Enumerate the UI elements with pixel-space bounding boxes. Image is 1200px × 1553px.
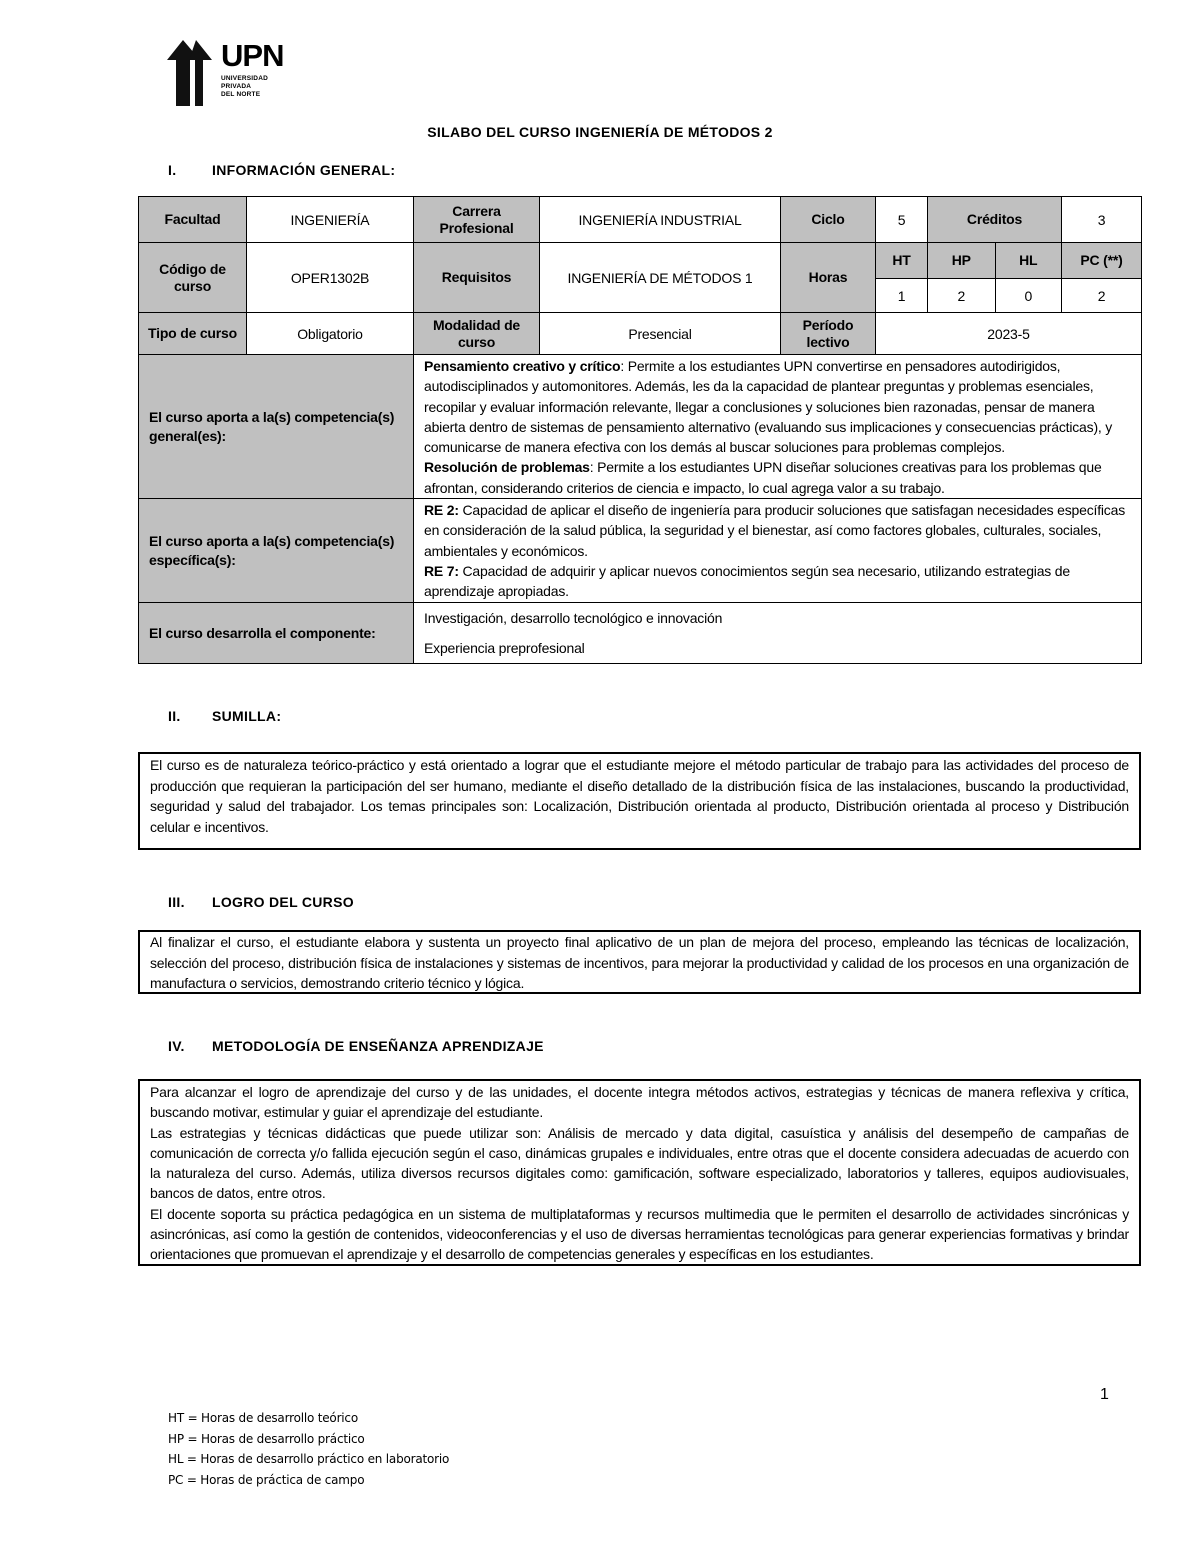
comp-text: : Permite a los estudiantes UPN convertirse en pensadores autodirigidos, autodisciplinados y automonitores. Además, les da la capacidad de plantear preguntas y problemas esenciales, recopilar y evaluar información relevante, llegar a conclusiones y soluciones bien razonadas, pensar de manera abierta dentro de sistemas de pensamiento alternativo (evaluando sus implicaciones y consecuencias prácticas), y comunicarse de manera efectiva con los demás al buscar soluciones para problemas complejos.	[424, 358, 1113, 456]
footnotes	[168, 1408, 449, 1490]
carrera-value: INGENIERÍA INDUSTRIAL	[540, 197, 781, 243]
hours-value-hp-hl	[928, 279, 1062, 313]
modalidad-label: Modalidad de curso	[414, 313, 540, 355]
comp-title: RE 7:	[424, 562, 459, 579]
comp-especifica-label: El curso aporta a la(s) competencia(s) específica(s):	[139, 499, 414, 603]
section-heading-metodologia	[168, 1038, 544, 1054]
hours-value-ht: 1	[876, 279, 928, 313]
comp-text: : Permite a los estudiantes UPN diseñar soluciones creativas para los problemas que afrontan, considerando criterios de ciencia e impacto, lo cual agrega valor a su trabajo.	[424, 459, 1102, 496]
logro-box	[138, 930, 1141, 994]
creditos-label: Créditos	[928, 197, 1062, 243]
requisitos-label: Requisitos	[414, 243, 540, 313]
modalidad-value: Presencial	[540, 313, 781, 355]
hours-value-hp: 2	[928, 279, 996, 312]
section-title: SUMILLA:	[212, 708, 282, 724]
section-number: II.	[168, 708, 181, 724]
section-title: INFORMACIÓN GENERAL:	[212, 162, 396, 178]
sumilla-text: El curso es de naturaleza teórico-práctico y está orientado a lograr que el estudiante mejore el método particular de trabajo para las actividades del proceso de producción que requieran la participación del ser humano, mediante el diseño detallado de la distribución física de las instalaciones, buscando la productividad, seguridad y salud del trabajador. Los temas principales son: Localización, Distribución orientada al producto, Distribución orientada al proceso y Distribución celular e incentivos.	[150, 757, 1129, 835]
table-row	[139, 243, 1142, 279]
section-number: IV.	[168, 1038, 185, 1054]
table-row	[139, 499, 1142, 603]
comp-general-label: El curso aporta a la(s) competencia(s) general(es):	[139, 355, 414, 499]
componente-label: El curso desarrolla el componente:	[139, 603, 414, 664]
metodologia-box	[138, 1079, 1141, 1266]
footnote: HP = Horas de desarrollo práctico	[168, 1431, 365, 1446]
logo-text	[221, 40, 283, 99]
requisitos-value: INGENIERÍA DE MÉTODOS 1	[540, 243, 781, 313]
footnote: HT = Horas de desarrollo teórico	[168, 1411, 358, 1425]
table-row	[139, 355, 1142, 499]
footnote: PC = Horas de práctica de campo	[168, 1472, 365, 1487]
comp-text: Capacidad de aplicar el diseño de ingeniería para producir soluciones que satisfagan necesidades específicas en consideración de la salud pública, la seguridad y el bienestar, así como factores globales, culturales, sociales, ambientales y económicos.	[424, 502, 1125, 559]
logo-subtitle-line: UNIVERSIDAD	[221, 75, 268, 82]
hours-header-hl: HL	[1019, 252, 1038, 268]
comp-especifica-item	[424, 500, 1131, 561]
logo-name: UPN	[221, 38, 284, 73]
metodologia-paragraph: Las estrategias y técnicas didácticas que puede utilizar son: Análisis de mercado y data digital, casuística y análisis del desempeño de campañas de comunicación de correcta y/o fallida ejecución según el caso, dinámicas grupales e individuales, entre otras que el docente considera adecuadas de acuerdo con la naturaleza del curso. Además, utiliza diversos recursos digitales como: gamificación, software especializado, laboratorios y talleres, equipos audiovisuales, bancos de datos, entre otros.	[150, 1124, 1129, 1202]
general-info-table	[138, 196, 1142, 664]
facultad-label: Facultad	[139, 197, 247, 243]
hours-header-hp	[928, 243, 1062, 279]
comp-general-item	[424, 356, 1131, 457]
section-title: LOGRO DEL CURSO	[212, 894, 354, 910]
tipo-label: Tipo de curso	[139, 313, 247, 355]
metodologia-paragraph: El docente soporta su práctica pedagógica en un sistema de multiplataformas y recursos multimedia que le permiten el desarrollo de actividades sincrónicas y asincrónicas, así como la gestión de contenidos, videoconferencias y el uso de diversas herramientas tecnológicas para generar experiencias formativas y brindar orientaciones que promuevan el aprendizaje y el desarrollo de competencias generales y específicas en los estudiantes.	[150, 1205, 1129, 1263]
comp-title: Pensamiento creativo y crítico	[424, 358, 621, 374]
logo-subtitle-line: DEL NORTE	[221, 91, 261, 98]
table-row	[139, 313, 1142, 355]
comp-general-text	[414, 355, 1142, 499]
section-heading-logro	[168, 894, 354, 910]
logro-text: Al finalizar el curso, el estudiante elabora y sustenta un proyecto final aplicativo de un plan de mejora del proceso, empleando las técnicas de localización, selección del proceso, distribución física de instalaciones y sistemas de incentivos, para mejorar la productividad y calidad de los procesos en una organización de manufactura o servicios, demostrando criterio técnico y lógica.	[150, 934, 1129, 991]
logo-subtitle-line: PRIVADA	[221, 83, 252, 90]
hours-header-hp: HP	[928, 243, 996, 278]
creditos-value: 3	[1062, 197, 1142, 243]
comp-especifica-item	[424, 561, 1131, 602]
componente-item: Investigación, desarrollo tecnológico e innovación	[424, 610, 723, 627]
comp-title: RE 2:	[424, 502, 459, 519]
hours-header-ht: HT	[876, 243, 928, 279]
codigo-value: OPER1302B	[247, 243, 414, 313]
componente-item: Experiencia preprofesional	[424, 640, 585, 657]
upn-logo	[165, 40, 285, 110]
comp-especifica-text	[414, 499, 1142, 603]
ciclo-value: 5	[876, 197, 928, 243]
section-number: I.	[168, 162, 177, 178]
componente-text	[414, 603, 1142, 664]
section-number: III.	[168, 894, 185, 910]
comp-text: Capacidad de adquirir y aplicar nuevos conocimientos según sea necesario, utilizando estrategias de aprendizaje apropiadas.	[424, 562, 1070, 600]
horas-label: Horas	[781, 243, 876, 313]
comp-title: Resolución de problemas	[424, 459, 590, 476]
periodo-label: Período lectivo	[781, 313, 876, 355]
hours-value-pc: 2	[1062, 279, 1142, 313]
comp-general-item	[424, 457, 1131, 498]
sumilla-box	[138, 752, 1141, 850]
page-number: 1	[1100, 1386, 1109, 1403]
hours-header-pc: PC (**)	[1062, 243, 1142, 279]
ciclo-label: Ciclo	[781, 197, 876, 243]
hours-value-hl: 0	[1024, 287, 1033, 304]
codigo-label: Código de curso	[139, 243, 247, 313]
section-heading-sumilla	[168, 708, 281, 724]
table-row	[139, 197, 1142, 243]
document-title: SILABO DEL CURSO INGENIERÍA DE MÉTODOS 2	[427, 124, 773, 140]
logo-subtitle	[221, 75, 283, 99]
carrera-label: Carrera Profesional	[414, 197, 540, 243]
metodologia-paragraph: Para alcanzar el logro de aprendizaje del curso y de las unidades, el docente integra métodos activos, estrategias y técnicas de manera reflexiva y crítica, buscando motivar, estimular y guiar el aprendizaje del estudiante.	[150, 1084, 1129, 1121]
tipo-value: Obligatorio	[247, 313, 414, 355]
table-row	[139, 603, 1142, 664]
footnote: HL = Horas de desarrollo práctico en laboratorio	[168, 1452, 450, 1466]
section-title: METODOLOGÍA DE ENSEÑANZA APRENDIZAJE	[212, 1038, 544, 1054]
facultad-value: INGENIERÍA	[247, 197, 414, 243]
periodo-value: 2023-5	[876, 313, 1142, 355]
upn-arrow-icon	[165, 40, 215, 106]
section-heading-general	[168, 162, 395, 178]
